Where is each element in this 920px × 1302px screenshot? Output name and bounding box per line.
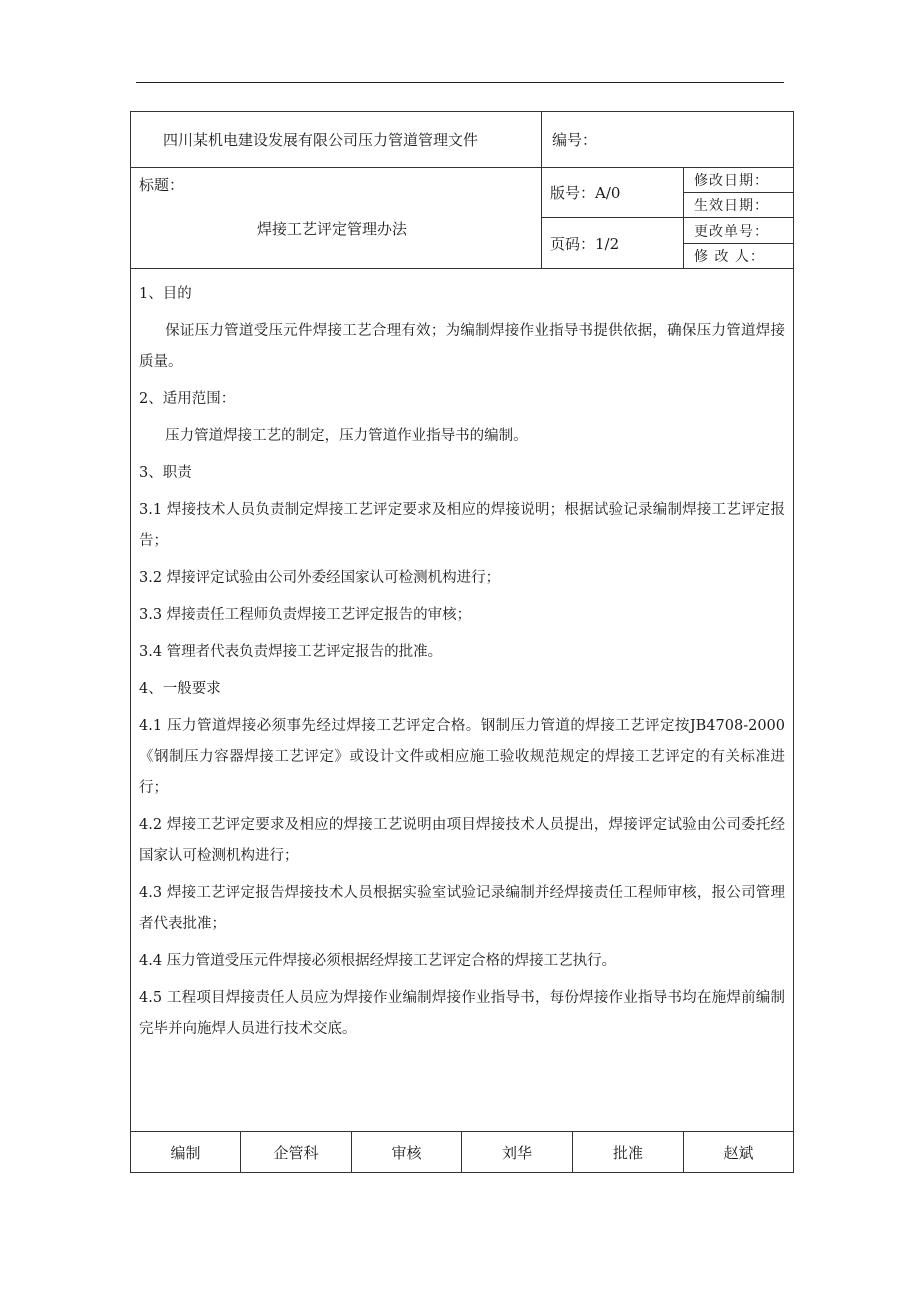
clause-3-1: 3.1 焊接技术人员负责制定焊接工艺评定要求及相应的焊接说明；根据试验记录编制焊接工艺评定报告； (139, 502, 786, 549)
clause-3-2: 3.2 焊接评定试验由公司外委经国家认可检测机构进行； (139, 570, 501, 586)
prepared-label: 编制 (131, 1132, 241, 1173)
reviewed-label: 审核 (352, 1132, 462, 1173)
title-label: 标题： (139, 176, 185, 194)
header-rule (136, 82, 784, 83)
clause-4-1: 4.1 压力管道焊接必须事先经过焊接工艺评定合格。钢制压力管道的焊接工艺评定按JB4708-2000《钢制压力容器焊接工艺评定》或设计文件或相应施工验收规范规定的焊接工艺评定的有关标准进行； (139, 718, 786, 796)
clause-4-2: 4.2 焊接工艺评定要求及相应的焊接工艺说明由项目焊接技术人员提出，焊接评定试验由公司委托经国家认可检测机构进行； (139, 817, 786, 864)
version-number: 版号：A/0 (542, 168, 684, 218)
modifier (684, 244, 794, 269)
approved-by: 赵斌 (684, 1132, 794, 1173)
section-1-heading: 1、目的 (139, 286, 192, 302)
title-cell (131, 168, 542, 269)
effective-date: 生效日期： (684, 193, 794, 218)
reviewed-by: 刘华 (462, 1132, 573, 1173)
modifier-label: 修 改 人： (694, 249, 765, 265)
section-3-heading: 3、职责 (139, 465, 192, 481)
content-body (131, 269, 794, 1132)
section-4-heading: 4、一般要求 (139, 681, 221, 697)
section-2-text: 压力管道焊接工艺的制定，压力管道作业指导书的编制。 (165, 428, 528, 444)
prepared-by: 企管科 (241, 1132, 352, 1173)
document-code: 编号： (542, 112, 794, 168)
document-table (130, 111, 794, 1173)
clause-4-5: 4.5 工程项目焊接责任人员应为焊接作业编制焊接作业指导书，每份焊接作业指导书均在施焊前编制完毕并向施焊人员进行技术交底。 (139, 990, 786, 1037)
clause-4-3: 4.3 焊接工艺评定报告焊接技术人员根据实验室试验记录编制并经焊接责任工程师审核，报公司管理者代表批准； (139, 885, 786, 932)
page-number: 页码：1/2 (542, 218, 684, 269)
clause-3-4: 3.4 管理者代表负责焊接工艺评定报告的批准。 (139, 644, 443, 660)
clause-4-4: 4.4 压力管道受压元件焊接必须根据经焊接工艺评定合格的焊接工艺执行。 (139, 953, 617, 969)
section-2-heading: 2、适用范围： (139, 391, 236, 407)
revise-date: 修改日期： (684, 168, 794, 193)
change-number: 更改单号： (684, 218, 794, 244)
company-document-name: 四川某机电建设发展有限公司压力管道管理文件 (131, 112, 542, 168)
document-title: 焊接工艺评定管理办法 (257, 220, 408, 238)
clause-3-3: 3.3 焊接责任工程师负责焊接工艺评定报告的审核； (139, 607, 472, 623)
section-1-text: 保证压力管道受压元件焊接工艺合理有效；为编制焊接作业指导书提供依据，确保压力管道焊接质量。 (139, 323, 786, 370)
approved-label: 批准 (573, 1132, 684, 1173)
